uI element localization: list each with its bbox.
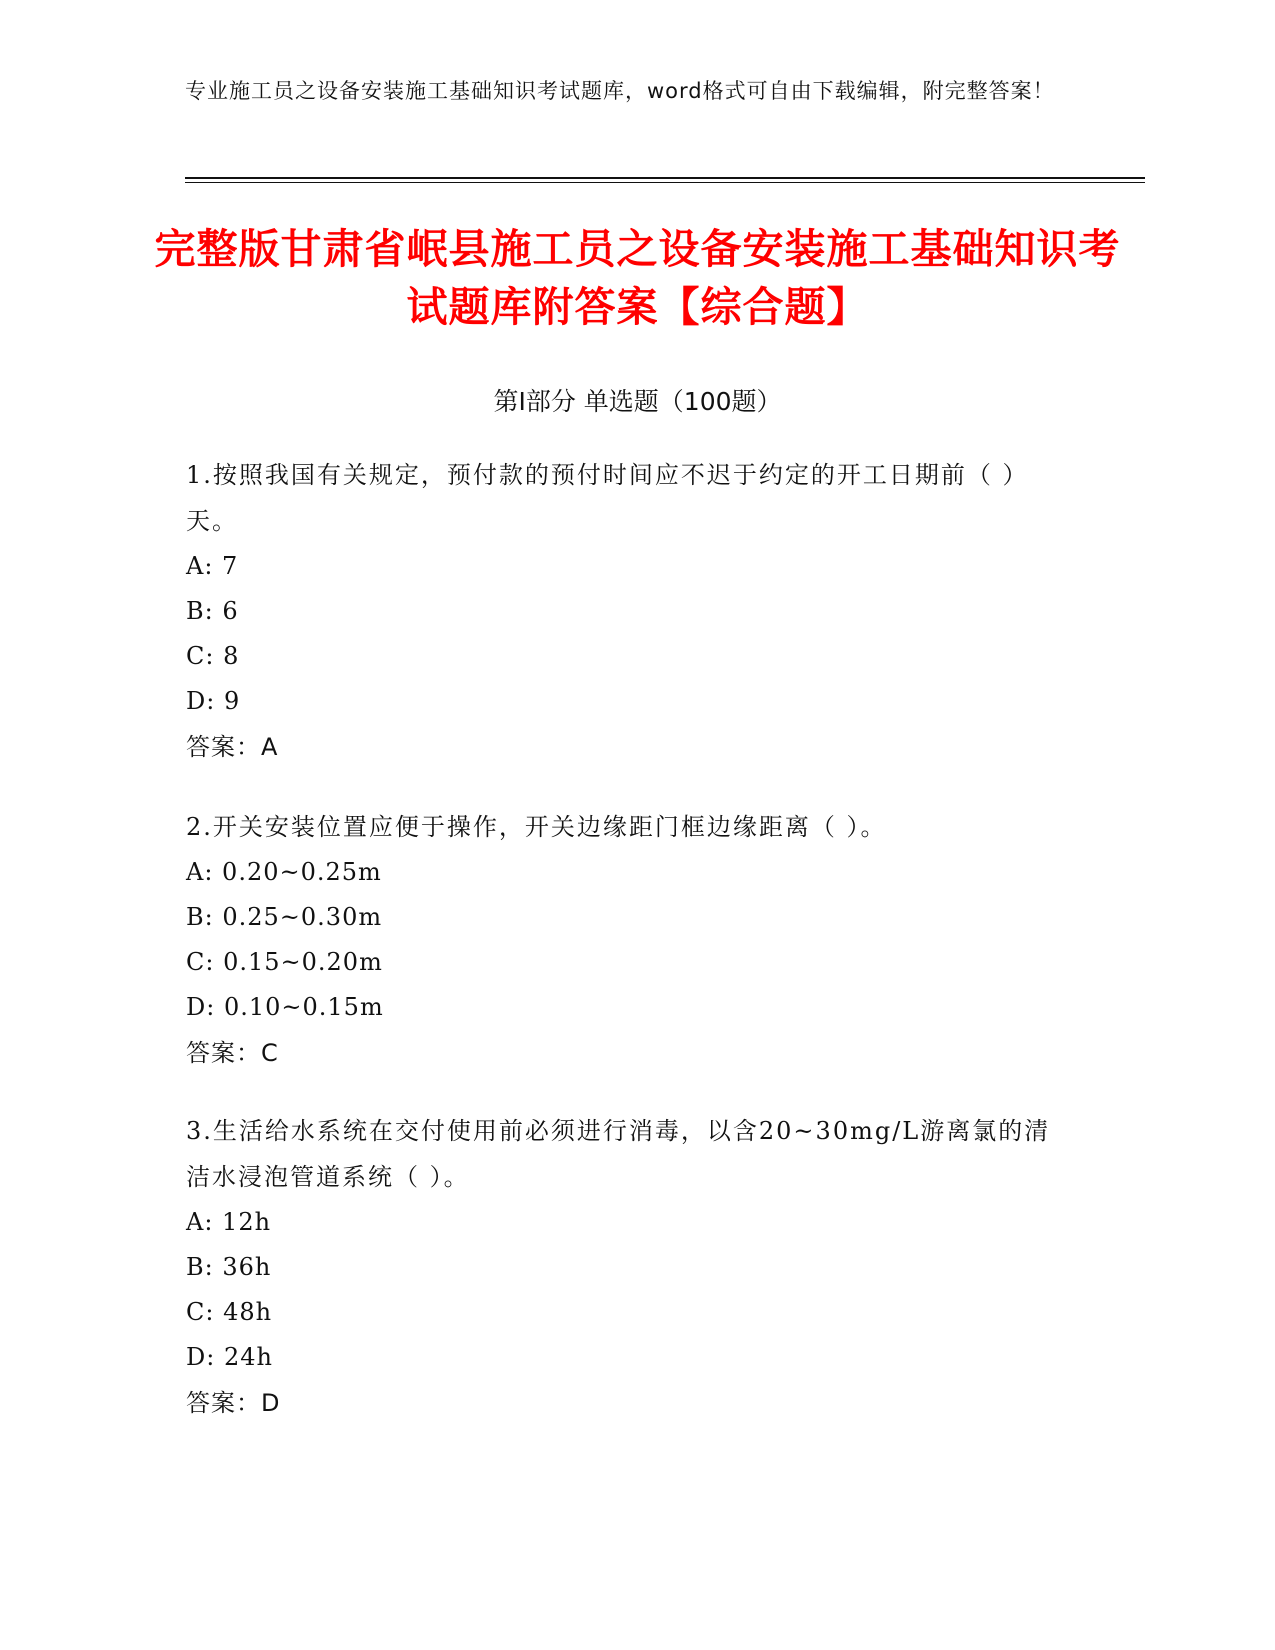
option-d: D: 9 <box>186 687 241 715</box>
question-2 <box>186 804 1066 1076</box>
option-a: A: 0.20~0.25m <box>186 858 382 886</box>
answer: 答案：D <box>186 1389 281 1417</box>
option-a: A: 7 <box>186 552 239 580</box>
question-1 <box>186 452 1066 770</box>
answer: 答案：C <box>186 1039 279 1067</box>
question-3 <box>186 1108 1066 1426</box>
option-a: A: 12h <box>186 1208 272 1236</box>
header-divider-thick <box>185 177 1145 179</box>
option-d: D: 0.10~0.15m <box>186 993 384 1021</box>
question-stem: 1.按照我国有关规定，预付款的预付时间应不迟于约定的开工日期前（ ）天。 <box>186 461 1029 535</box>
document-title: 完整版甘肃省岷县施工员之设备安装施工基础知识考试题库附答案【综合题】 <box>154 225 1121 331</box>
option-b: B: 0.25~0.30m <box>186 903 383 931</box>
option-b: B: 6 <box>186 597 239 625</box>
option-c: C: 48h <box>186 1298 273 1326</box>
question-stem: 3.生活给水系统在交付使用前必须进行消毒，以含20~30mg/L游离氯的清洁水浸泡管道系统（ ）。 <box>186 1117 1051 1191</box>
section-title: 第Ⅰ部分 单选题（100题） <box>493 387 782 416</box>
option-c: C: 0.15~0.20m <box>186 948 383 976</box>
question-stem: 2.开关安装位置应便于操作，开关边缘距门框边缘距离（ ）。 <box>186 813 887 841</box>
option-c: C: 8 <box>186 642 240 670</box>
header-note: 专业施工员之设备安装施工基础知识考试题库，word格式可自由下载编辑，附完整答案！ <box>185 79 1055 103</box>
option-b: B: 36h <box>186 1253 272 1281</box>
option-d: D: 24h <box>186 1343 273 1371</box>
header-divider-thin <box>185 182 1145 183</box>
answer: 答案：A <box>186 733 279 761</box>
